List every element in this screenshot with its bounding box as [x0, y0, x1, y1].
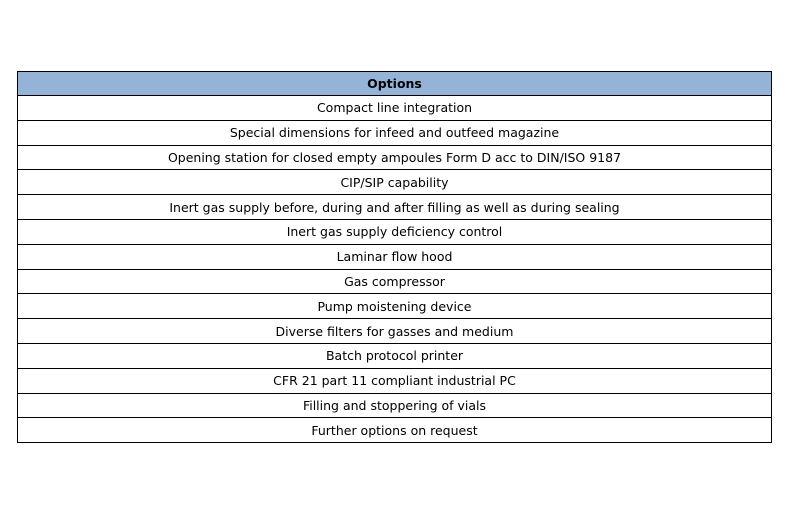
option-cell: CIP/SIP capability: [18, 170, 772, 195]
option-cell: Laminar flow hood: [18, 244, 772, 269]
option-cell: Filling and stoppering of vials: [18, 393, 772, 418]
table-row: [18, 393, 772, 418]
table-row: [18, 244, 772, 269]
option-cell: CFR 21 part 11 compliant industrial PC: [18, 368, 772, 393]
option-cell: Pump moistening device: [18, 294, 772, 319]
option-cell: Batch protocol printer: [18, 343, 772, 368]
table-row: [18, 319, 772, 344]
options-header: Options: [18, 72, 772, 96]
table-row: [18, 96, 772, 121]
option-cell: Inert gas supply before, during and after filling as well as during sealing: [18, 195, 772, 220]
table-row: [18, 195, 772, 220]
table-row: [18, 269, 772, 294]
option-cell: Further options on request: [18, 418, 772, 443]
table-row: [18, 418, 772, 443]
table-header-row: [18, 72, 772, 96]
options-table: [17, 71, 772, 443]
table-row: [18, 368, 772, 393]
table-row: [18, 170, 772, 195]
table-row: [18, 219, 772, 244]
option-cell: Compact line integration: [18, 96, 772, 121]
table-row: [18, 294, 772, 319]
table-row: [18, 343, 772, 368]
table-row: [18, 145, 772, 170]
option-cell: Opening station for closed empty ampoules Form D acc to DIN/ISO 9187: [18, 145, 772, 170]
option-cell: Special dimensions for infeed and outfeed magazine: [18, 120, 772, 145]
option-cell: Gas compressor: [18, 269, 772, 294]
table-row: [18, 120, 772, 145]
option-cell: Diverse filters for gasses and medium: [18, 319, 772, 344]
option-cell: Inert gas supply deficiency control: [18, 219, 772, 244]
